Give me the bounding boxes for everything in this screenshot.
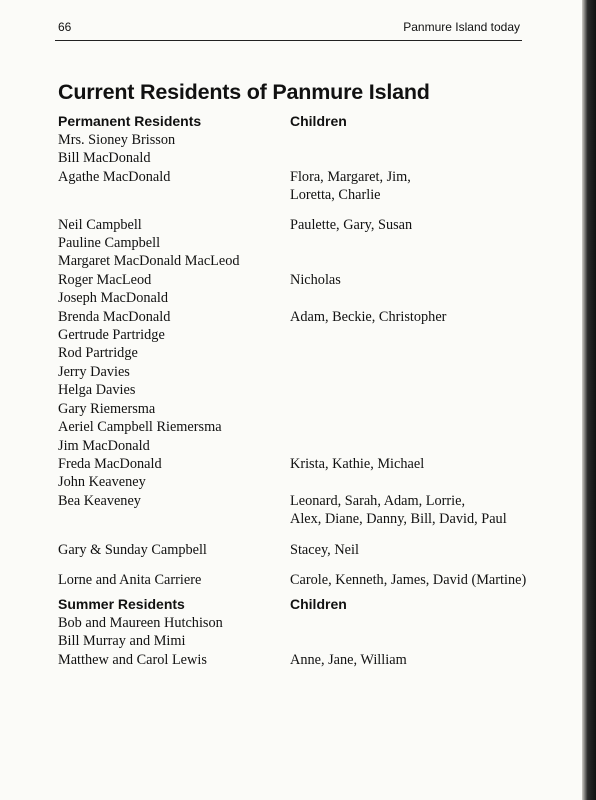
resident-children	[290, 271, 538, 289]
children-line: Anne, Jane, William	[290, 651, 407, 668]
resident-children	[290, 614, 538, 632]
children-line: Adam, Beckie, Christopher	[290, 308, 447, 325]
resident-name: Mrs. Sioney Brisson	[58, 132, 176, 148]
resident-name: Jerry Davies	[58, 363, 130, 380]
resident-name: Rod Partridge	[58, 345, 138, 362]
children-line: Alex, Diane, Danny, Bill, David, Paul	[290, 511, 507, 528]
resident-row	[58, 168, 538, 205]
resident-name: Bob and Maureen Hutchison	[58, 615, 223, 631]
permanent-residents-section	[58, 112, 538, 589]
resident-children	[290, 308, 538, 326]
resident-children	[290, 216, 538, 234]
resident-row	[58, 234, 538, 252]
resident-name: Bill MacDonald	[58, 150, 151, 167]
resident-row	[58, 455, 538, 473]
resident-children	[290, 418, 538, 436]
resident-row	[58, 541, 538, 559]
resident-name: Agathe MacDonald	[58, 168, 171, 185]
resident-children	[290, 168, 538, 205]
resident-row	[58, 149, 538, 167]
children-heading: Children	[290, 113, 347, 129]
resident-name: Matthew and Carol Lewis	[58, 651, 207, 668]
resident-name: Brenda MacDonald	[58, 308, 171, 325]
resident-row	[58, 344, 538, 362]
resident-name: Freda MacDonald	[58, 455, 162, 472]
page-number: 66	[58, 20, 72, 34]
summer-header-row	[58, 595, 538, 614]
resident-name: Gertrude Partridge	[58, 327, 165, 344]
resident-name: Lorne and Anita Carriere	[58, 571, 202, 588]
permanent-header-row	[58, 112, 538, 131]
resident-row	[58, 271, 538, 289]
resident-row	[58, 252, 538, 270]
summer-residents-section	[58, 595, 538, 669]
resident-children	[290, 289, 538, 307]
resident-children	[290, 437, 538, 455]
permanent-residents-heading: Permanent Residents	[58, 113, 202, 129]
resident-row	[58, 492, 538, 529]
children-line: Carole, Kenneth, James, David (Martine)	[290, 571, 527, 588]
children-line: Leonard, Sarah, Adam, Lorrie,	[290, 492, 466, 509]
resident-row	[58, 473, 538, 491]
resident-name: Gary & Sunday Campbell	[58, 541, 207, 558]
resident-row	[58, 308, 538, 326]
running-title: Panmure Island today	[403, 20, 520, 34]
resident-children	[290, 234, 538, 252]
summer-residents-heading: Summer Residents	[58, 596, 185, 612]
permanent-residents-list	[58, 131, 538, 589]
resident-name: John Keaveney	[58, 474, 146, 491]
resident-children	[290, 149, 538, 167]
page-edge-shadow	[582, 0, 596, 800]
resident-children	[290, 473, 538, 491]
resident-row	[58, 614, 538, 632]
resident-row	[58, 326, 538, 344]
page-title: Current Residents of Panmure Island	[58, 80, 430, 104]
resident-row	[58, 400, 538, 418]
resident-name: Aeriel Campbell Riemersma	[58, 419, 222, 436]
resident-row	[58, 571, 538, 589]
resident-row	[58, 437, 538, 455]
children-line: Nicholas	[290, 271, 341, 288]
resident-children	[290, 131, 538, 149]
resident-row	[58, 216, 538, 234]
resident-children	[290, 571, 538, 589]
resident-children	[290, 326, 538, 344]
resident-name: Roger MacLeod	[58, 271, 152, 288]
resident-children	[290, 651, 538, 669]
resident-row	[58, 651, 538, 669]
resident-children	[290, 541, 538, 559]
resident-row	[58, 363, 538, 381]
resident-name: Margaret MacDonald MacLeod	[58, 253, 240, 270]
resident-name: Bill Murray and Mimi	[58, 633, 186, 650]
resident-children	[290, 632, 538, 650]
children-line: Paulette, Gary, Susan	[290, 216, 413, 233]
resident-name: Jim MacDonald	[58, 437, 150, 454]
resident-children	[290, 363, 538, 381]
resident-row	[58, 418, 538, 436]
resident-children	[290, 400, 538, 418]
header-rule	[55, 40, 522, 41]
children-line: Flora, Margaret, Jim,	[290, 168, 411, 185]
resident-children	[290, 492, 538, 529]
resident-name: Gary Riemersma	[58, 400, 156, 417]
resident-name: Bea Keaveney	[58, 492, 141, 509]
resident-row	[58, 289, 538, 307]
resident-name: Pauline Campbell	[58, 235, 161, 252]
summer-residents-list	[58, 614, 538, 669]
resident-name: Joseph MacDonald	[58, 290, 168, 307]
resident-children	[290, 344, 538, 362]
resident-name: Helga Davies	[58, 382, 136, 399]
resident-children	[290, 381, 538, 399]
children-line: Loretta, Charlie	[290, 187, 381, 204]
resident-row	[58, 632, 538, 650]
resident-name: Neil Campbell	[58, 216, 142, 233]
resident-children	[290, 252, 538, 270]
resident-children	[290, 455, 538, 473]
children-line: Stacey, Neil	[290, 541, 359, 558]
resident-row	[58, 131, 538, 149]
children-heading: Children	[290, 596, 347, 612]
children-line: Krista, Kathie, Michael	[290, 455, 425, 472]
resident-row	[58, 381, 538, 399]
